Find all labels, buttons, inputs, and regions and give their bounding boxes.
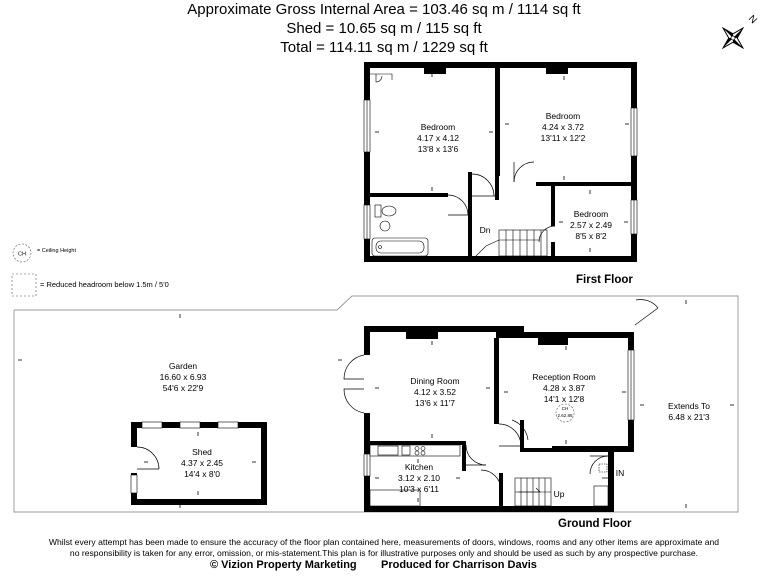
reception-room-name: Reception Room [532, 372, 596, 382]
bedroom2-imperial: 13'11 x 12'2 [540, 133, 586, 143]
ground-floor-label: Ground Floor [558, 518, 632, 530]
garden-gate-door [635, 300, 658, 325]
shed-area-title: Shed = 10.65 sq m / 115 sq ft [286, 20, 482, 37]
brand-credit: © Vizion Property Marketing [210, 559, 357, 571]
reduced-headroom-legend-label: = Reduced headroom below 1.5m / 5'0 [40, 280, 169, 289]
dining-room-name: Dining Room [410, 376, 460, 386]
garden-metric: 16.60 x 6.93 [159, 372, 207, 382]
bedroom1-imperial: 13'8 x 13'6 [417, 144, 459, 154]
reception-room-metric: 4.28 x 3.87 [542, 383, 586, 393]
ground-floor-plan [18, 300, 734, 512]
bedroom3-metric: 2.57 x 2.49 [569, 220, 613, 230]
disclaimer-line-1: Whilst every attempt has been made to ensure the accuracy of the floor plan contained here, measurements of doors, windows, rooms and any other items are approximate and [48, 537, 720, 547]
compass-north-label: N [745, 13, 759, 27]
reception-room-imperial: 14'1 x 12'8 [543, 394, 585, 404]
gross-area-title: Approximate Gross Internal Area = 103.46 sq m / 1114 sq ft [187, 1, 581, 18]
ceiling-height-legend-symbol: CH [18, 251, 26, 258]
shed-name: Shed [192, 447, 212, 457]
reception-ch-value: 2.62.85 [557, 413, 573, 418]
garden-name: Garden [168, 361, 198, 371]
disclaimer-line-2: no responsibility is taken for any error, omission, or mis-statement.This plan is for illustrative purposes only and should be used as such by any prospective purchase. [69, 548, 699, 558]
kitchen-metric: 3.12 x 2.10 [397, 473, 441, 483]
extends-metric: 6.48 x 21'3 [668, 412, 710, 422]
kitchen-name: Kitchen [404, 462, 434, 472]
bedroom1-name: Bedroom [420, 122, 456, 132]
garden-imperial: 54'6 x 22'9 [162, 383, 204, 393]
extends-name: Extends To [668, 401, 710, 411]
shed-metric: 4.37 x 2.45 [180, 458, 224, 468]
kitchen-imperial: 10'3 x 6'11 [399, 484, 439, 494]
bedroom3-name: Bedroom [573, 209, 609, 219]
bedroom2-metric: 4.24 x 3.72 [541, 122, 585, 132]
produced-for-credit: Produced for Charrison Davis [381, 559, 537, 571]
compass-rose-icon [713, 18, 753, 58]
dining-room-imperial: 13'6 x 11'7 [415, 398, 455, 408]
ground-floor-stairs-label: Up [553, 489, 565, 499]
ceiling-height-legend-label: = Ceiling Height [37, 248, 76, 254]
bedroom3-imperial: 8'5 x 8'2 [575, 231, 607, 241]
dining-room-metric: 4.12 x 3.52 [413, 387, 457, 397]
shed-imperial: 14'4 x 8'0 [184, 469, 220, 479]
reduced-headroom-legend-icon [12, 274, 36, 296]
bedroom1-metric: 4.17 x 4.12 [416, 133, 460, 143]
entrance-label: IN [615, 468, 625, 478]
bedroom2-name: Bedroom [545, 111, 581, 121]
total-area-title: Total = 114.11 sq m / 1229 sq ft [280, 39, 488, 56]
first-floor-stairs-label: Dn [479, 225, 491, 235]
reception-ch-symbol: CH [561, 406, 569, 411]
first-floor-label: First Floor [576, 274, 633, 286]
